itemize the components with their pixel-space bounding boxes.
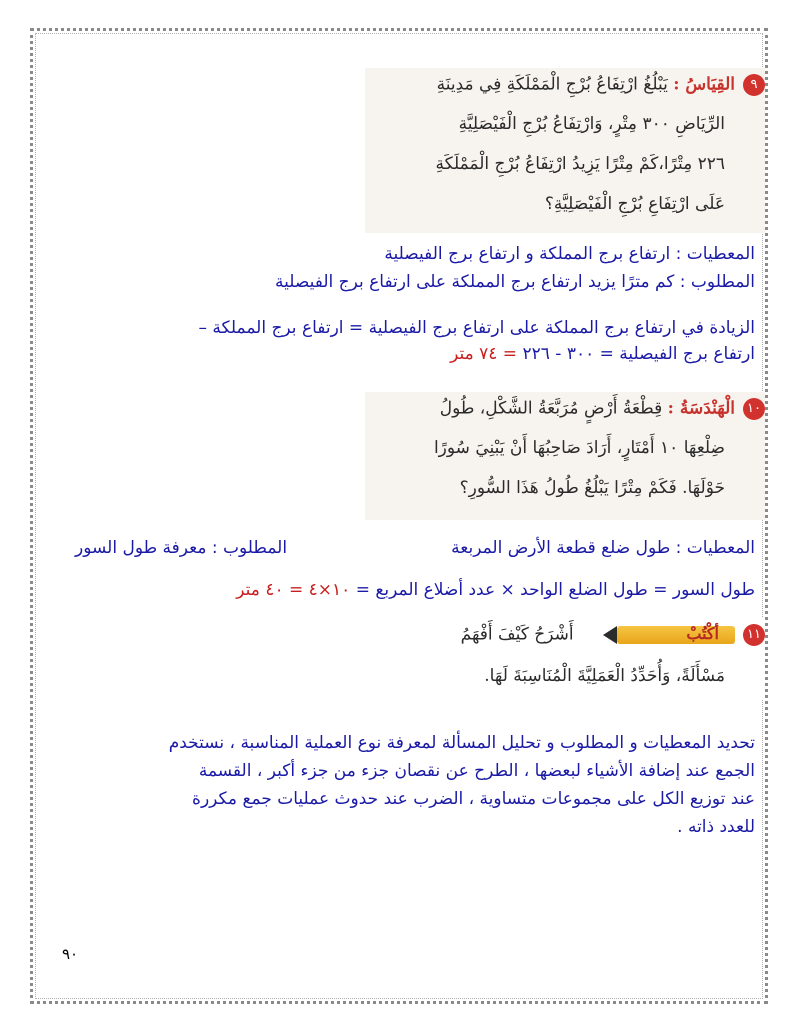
problem-keyword: القِيَاسُ :: [673, 74, 735, 95]
problem-number-badge: ٩: [743, 74, 765, 96]
answer-10-required: المطلوب : معرفة طول السور: [75, 538, 288, 558]
problem-number-badge: ١١: [743, 624, 765, 646]
problem-line: عَلَى ارْتِفَاعِ بُرْجِ الْفَيْصَلِيَّةِ؟: [544, 194, 725, 214]
formula-result: ١٠×٤ = ٤٠ متر: [236, 580, 351, 600]
solution-expression: ارتفاع برج الفيصلية = ٣٠٠ - ٢٢٦: [517, 344, 755, 364]
problem-number-badge: ١٠: [743, 398, 765, 420]
problem-line: ضِلْعِهَا ١٠ أَمْتَارٍ، أَرَادَ صَاحِبُهَا أَنْ يَبْنِيَ سُورًا: [433, 438, 725, 458]
problem-11-excerpt: [445, 618, 765, 700]
formula-expression: طول السور = طول الضلع الواحد × عدد أضلاع المربع =: [350, 580, 755, 600]
answer-11-line: الجمع عند إضافة الأشياء لبعضها ، الطرح عن نقصان جزء من جزء أكبر ، القسمة: [198, 761, 755, 781]
problem-keyword: الْهَنْدَسَةُ :: [667, 398, 735, 419]
problem-line: الرِّيَاضِ ٣٠٠ مِتْرٍ، وَارْتِفَاعُ بُرْجِ الْفَيْصَلِيَّةِ: [458, 114, 725, 134]
answer-9-solution-line2: [450, 344, 755, 364]
write-badge-label: أكْتُبْ: [686, 624, 719, 643]
problem-line: يَبْلُغُ ارْتِفَاعُ بُرْجِ الْمَمْلَكَةِ فِي مَدِينَةِ: [436, 74, 668, 95]
answer-9-required: المطلوب : كم مترًا يزيد ارتفاع برج المملكة على ارتفاع برج الفيصلية: [275, 272, 755, 292]
problem-line: مَسْأَلَةً، وَأُحَدِّدُ الْعَمَلِيَّةَ الْمُنَاسِبَةَ لَهَا.: [484, 666, 725, 686]
answer-11-line: تحديد المعطيات و المطلوب و تحليل المسألة لمعرفة نوع العملية المناسبة ، نستخدم: [168, 733, 755, 753]
answer-10-formula: [236, 580, 755, 600]
pencil-icon: [585, 624, 735, 646]
page-number: ٩٠: [62, 945, 79, 963]
answer-9-solution-line1: الزيادة في ارتفاع برج المملكة على ارتفاع برج الفيصلية = ارتفاع برج المملكة –: [198, 318, 755, 338]
problem-10-excerpt: [365, 392, 765, 520]
problem-line: ٢٢٦ مِتْرًا،كَمْ مِتْرًا يَزِيدُ ارْتِفَاعُ بُرْجِ الْمَمْلَكَةِ: [435, 154, 725, 174]
answer-11-line: عند توزيع الكل على مجموعات متساوية ، الضرب عند حدوث عمليات جمع مكررة: [192, 789, 755, 809]
answer-9-givens: المعطيات : ارتفاع برج المملكة و ارتفاع برج الفيصلية: [384, 244, 755, 264]
answer-11-line: للعدد ذاته .: [677, 817, 755, 837]
problem-line: أَشْرَحُ كَيْفَ أَفْهَمُ: [460, 624, 574, 645]
answer-10-givens: المعطيات : طول ضلع قطعة الأرض المربعة: [451, 538, 755, 558]
problem-line: قِطْعَةُ أَرْضٍ مُرَبَّعَةُ الشَّكْلِ، طُولُ: [439, 398, 663, 419]
problem-9-excerpt: [365, 68, 765, 233]
problem-line: حَوْلَهَا. فَكَمْ مِتْرًا يَبْلُغُ طُولُ هَذَا السُّورِ؟: [459, 478, 725, 498]
solution-result: = ٧٤ متر: [450, 344, 518, 364]
